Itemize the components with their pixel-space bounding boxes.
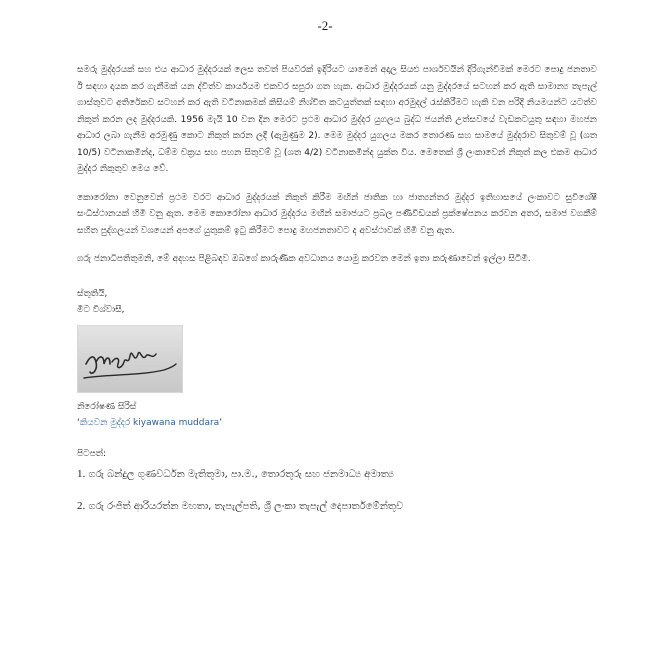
page-number: -2-	[317, 18, 333, 33]
letter-body	[77, 62, 597, 529]
signer-name: නිරෝෂණ සිරිස්	[77, 401, 137, 412]
paragraph-3: ගරු ජනාධිපතිතුමනි, මේ අදහස පිළිබඳව ඔබගේ කාරුණික අවධානය යොමු කරවන මෙන් ඉතා කරුණාවෙන් ඉල්ලා සිටිමි.	[77, 254, 531, 264]
alias-link[interactable]: කියවන මුද්දර kiyawana muddara	[79, 418, 220, 428]
paragraph-2: කොරෝනා වෙනුවෙන් ප්‍රථම වරට ආධාර මුද්දරයක් නිකුත් කිරීම මඟින් ජාතික හා ජාත්‍යන්තර මුද්දර ඉතිහාසයේ ලංකාවට සුවිශේෂී සංධිස්ථානයක් හිමි වනු ඇත. මෙම කොරෝනා ආධාර මුද්දරය මඟින් සමාජයට ප්‍රබල පණිවිඩයක් ප්‍රක්ෂේපනය කරවන අතර, සමාජ වගකීම් සහිත පුද්ගලයන් වශයෙන් අපගේ යුතුකම් ඉටු කිරීමට පොදු මහජනතාවට ද අවස්ථාවක් හිමි වනු ඇත.	[77, 192, 597, 236]
copy-item-number: 2.	[77, 499, 86, 512]
alias-close-quote: ’	[219, 418, 223, 428]
signature-scribble	[78, 326, 182, 392]
closing-faithfully: මීට විශ්වාසී,	[77, 305, 125, 315]
alias-open-quote: ‘	[77, 418, 80, 428]
copy-item-text: ගරු රංජිත් ආරියරත්න මහතා, තැපැල්පති, ශ්‍රී ලංකා තැපැල් දෙපාර්තමේන්තුව	[88, 500, 404, 512]
handwritten-signature	[77, 325, 183, 393]
copy-item-text: ගරු බන්දුල ගුණවර්ධන මැතිතුමා, පා.ම., තොරතුරු සහ ජනමාධ්‍ය අමාත්‍ය	[88, 469, 394, 480]
paragraph-1: සමරු මුද්දරයක් සහ එය ආධාර මුද්දරයක් ලෙස තවත් පියවරක් ඉදිරියට යාමෙන් අදාල සියළු පාර්ශවයින් දිරිගැන්වීමක් මෙරට පොදු ජනතාව ඊ සඳහා දායක කර ගැනීමක් යන ද්විත්ව කාර්යයම එකවර සපුරා ගත හැක. ආධාර මුද්දරයක් යනු මුද්දරයේ සටහන් කර ඇති සාමාන්‍ය තැපැල් ගාස්තුවට අතිරේකව සටහන් කර ඇති වටිනාකමක් කිසියම් නිශ්චිත කටයුත්තක් සඳහා අරමුදල් රැස්කිරීමට හැකි වන පරිදි නියමයන්ට යටත්ව නිකුත් කරන ලද මුද්දරයකි. 1956 මැයි 10 වන දින මෙරට ප්‍රථම ආධාර මුද්දර යුගලය බුද්ධ ජයන්ති උත්සවයේ වැඩකටයුතු සඳහා මහජන ආධාර ලබා ගැනීම අරමුණු කොට නිකුත් කරන ලදී (ඇමුණුම 2). මෙම මුද්දර යුගලය මකර තොරණ සහ සාමයේ මුද්දරාව සිතුවම් වූ (ශත 10/5) වටිනාකමින්ද, ධම්ම චක්‍රය සහ පහන සිතුවම් වූ (ශත 4/2) වටිනාකමින්ද යුක්ත විය. මෙතෙක් ශ්‍රී ලංකාවෙන් නිකුත් කල එකම ආධාර මුද්දර නිකුතුව මෙය වේ.	[77, 65, 597, 174]
copy-item-2	[77, 498, 597, 516]
closing-thanks: ස්තුතියි,	[77, 288, 108, 299]
copy-item-number: 1.	[77, 468, 86, 480]
copies-title: පිටපත්:	[77, 448, 106, 459]
copy-item-1	[77, 466, 597, 484]
signer-alias	[77, 415, 597, 432]
